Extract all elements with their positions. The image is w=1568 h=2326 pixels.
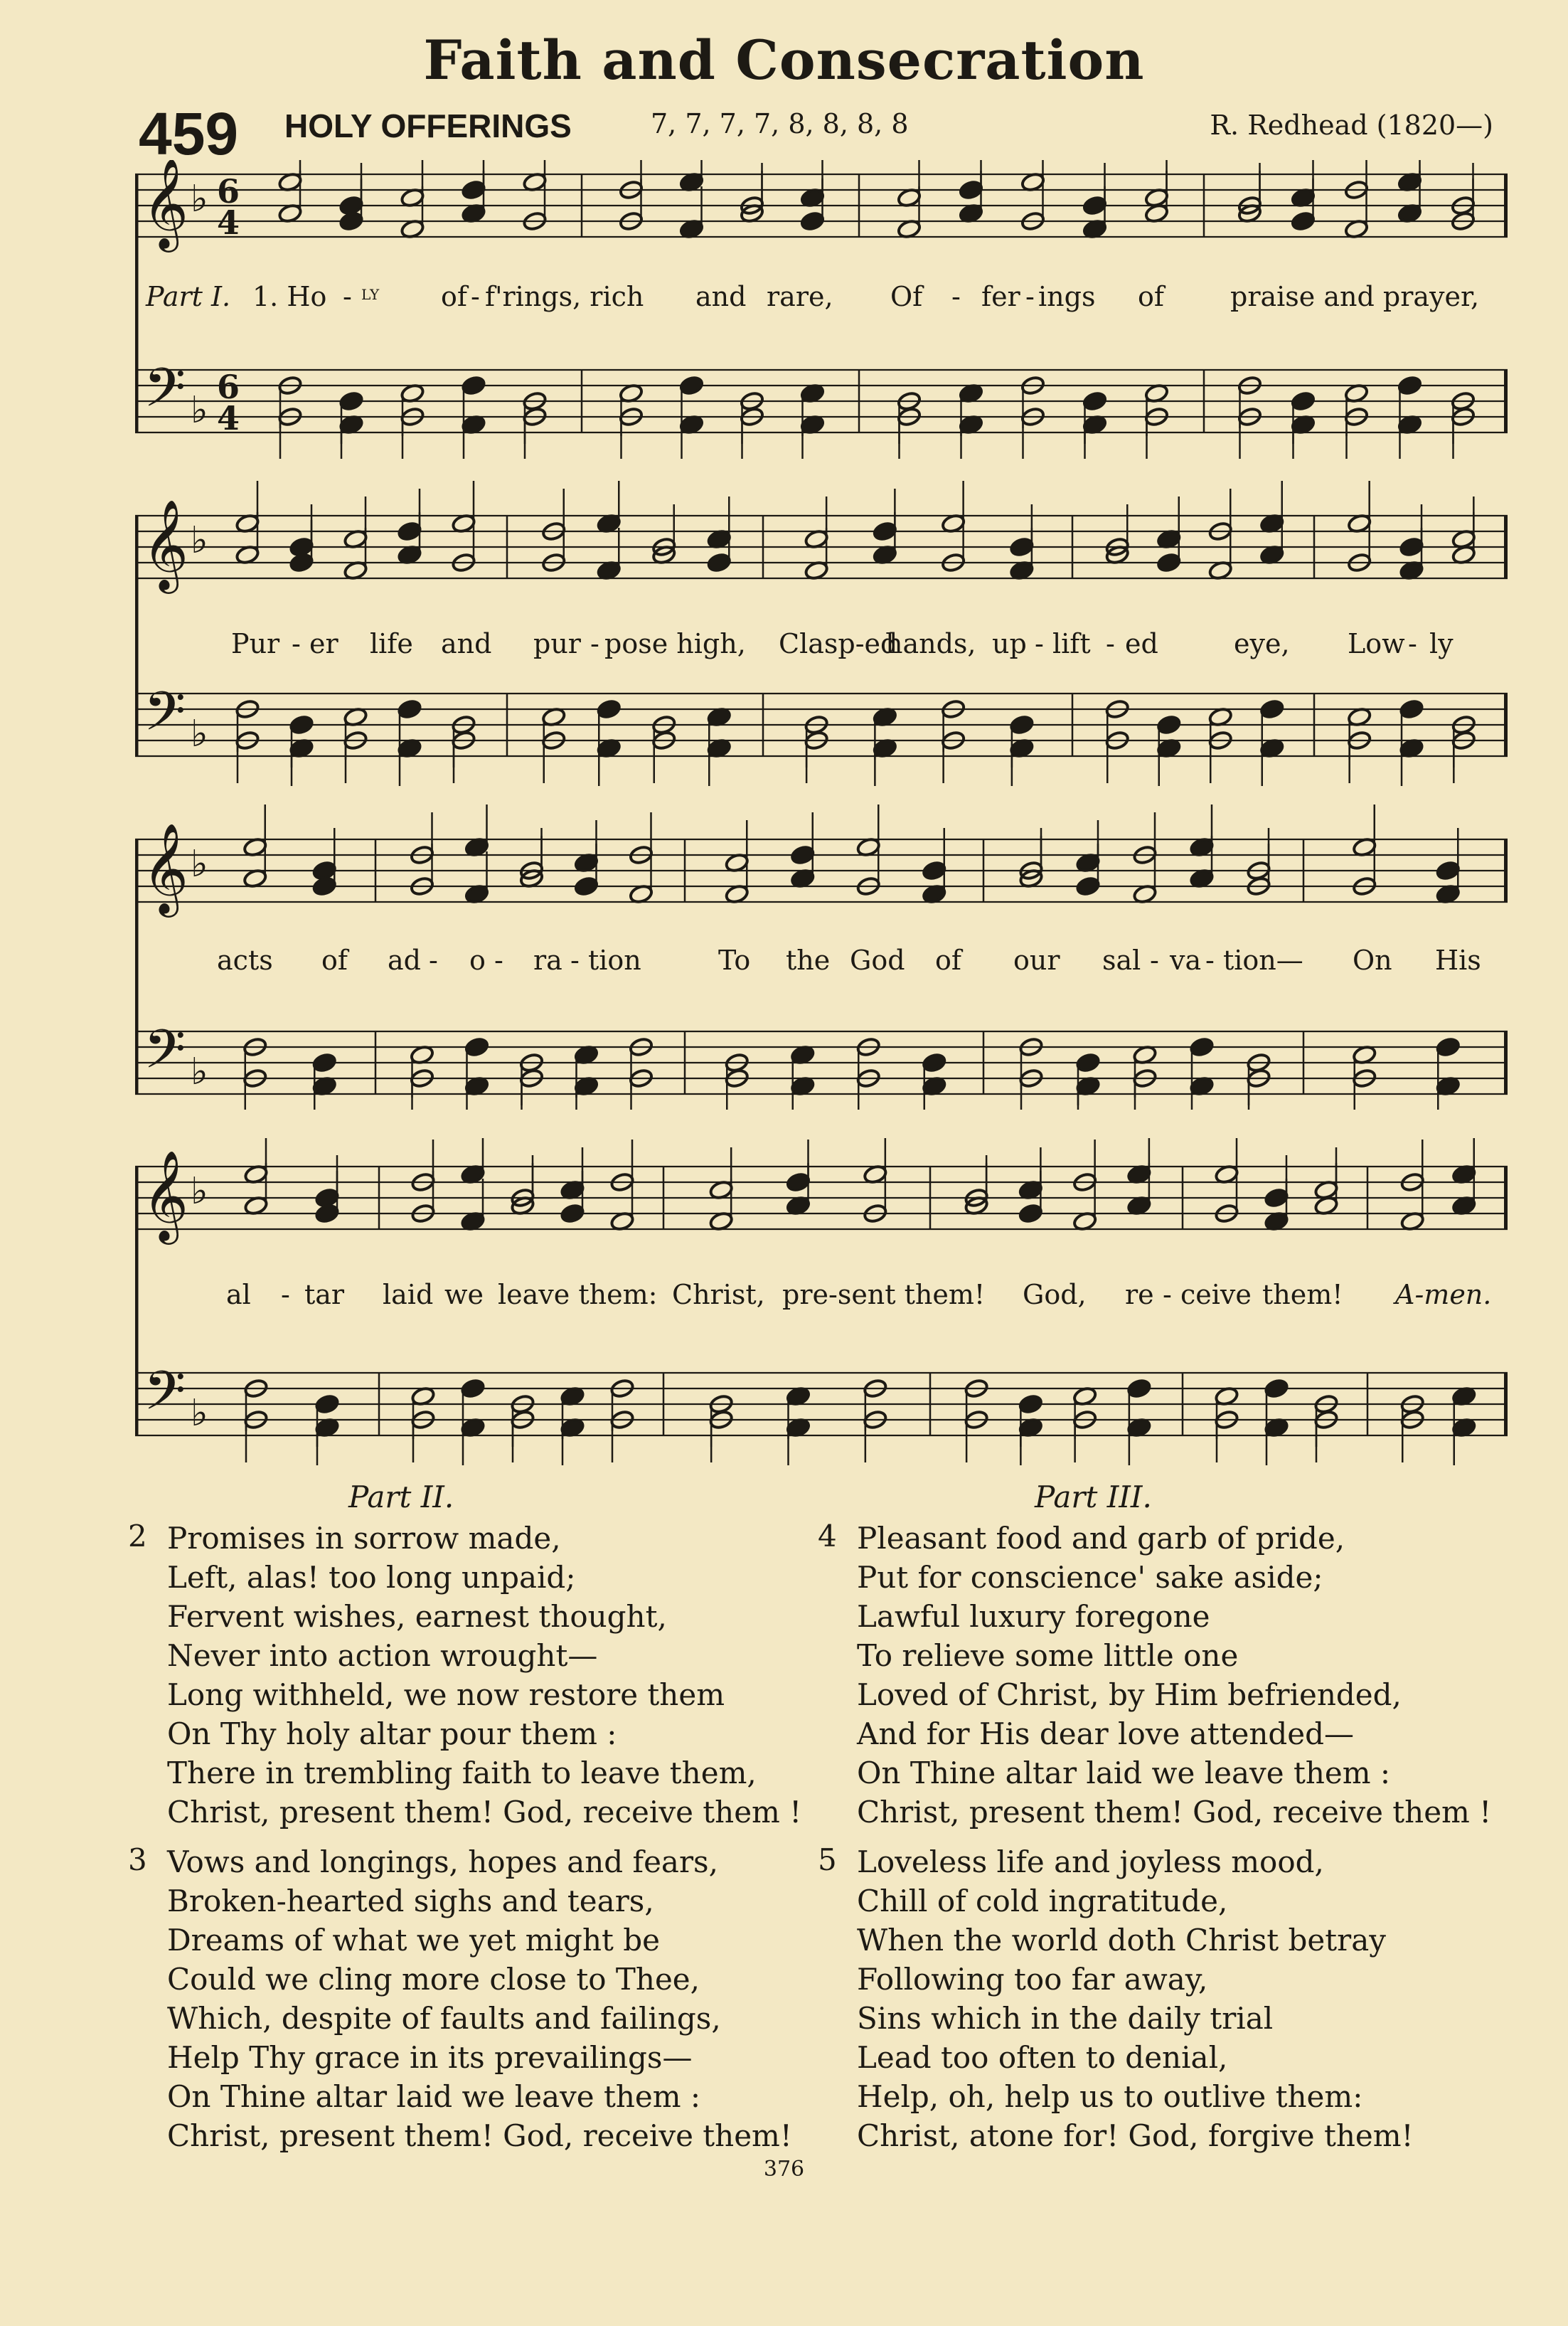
treble-clef-icon: 𝄞 [142, 499, 189, 590]
lyric-syllable: - [590, 628, 599, 659]
lyric-syllable: On [1353, 945, 1392, 976]
lyric-syllable: Low [1348, 628, 1405, 659]
lyric-syllable: - [471, 281, 480, 312]
notehead [1399, 699, 1424, 719]
notehead [289, 552, 314, 573]
notehead [312, 876, 337, 896]
flat-icon: ♭ [191, 843, 208, 886]
lyric-syllable: 1. Ho [252, 281, 327, 312]
lyric-syllable: re [1125, 1279, 1154, 1310]
part-marker: Part I. [146, 281, 231, 312]
notehead [1126, 1378, 1151, 1398]
verse-line: Sins which in the daily trial [857, 2001, 1274, 2036]
lyric-syllable: and [695, 281, 747, 312]
lyric-syllable: ed [1125, 628, 1158, 659]
bass-clef-icon: 𝄢 [144, 1018, 186, 1094]
lyric-syllable: er [309, 628, 338, 659]
verse-line: Lead too often to denial, [857, 2040, 1228, 2075]
verse-line: Which, despite of faults and failings, [167, 2001, 721, 2036]
flat-icon: ♭ [191, 519, 208, 562]
music-system-2 [135, 473, 1508, 786]
verse-line: Christ, atone for! God, forgive them! [857, 2118, 1414, 2153]
lyric-syllable: Clasp-ed [779, 628, 898, 659]
notehead [1156, 552, 1181, 573]
treble-clef-icon: 𝄞 [142, 1149, 189, 1241]
lyric-syllable: of [935, 945, 961, 976]
verse-line: Promises in sorrow made, [167, 1521, 561, 1556]
notehead [1156, 714, 1181, 735]
flat-icon: ♭ [191, 389, 208, 432]
verse-line: Help, oh, help us to outlive them: [857, 2079, 1363, 2114]
lyric-syllable: of [1138, 281, 1164, 312]
notehead [1009, 536, 1034, 557]
notehead [786, 1172, 811, 1192]
composer: R. Redhead (1820—) [1210, 110, 1493, 141]
music-system-4 [135, 1138, 1508, 1465]
verse-lines [167, 1842, 792, 2155]
notehead [1075, 876, 1100, 896]
time-signature: 4 [217, 399, 240, 437]
lyric-syllable: up [992, 628, 1027, 659]
verse-number: 5 [818, 1842, 837, 1877]
notehead [1075, 1052, 1100, 1073]
verse-line: Christ, present them! God, receive them! [167, 2118, 792, 2153]
verse-line: Chill of cold ingratitude, [857, 1884, 1228, 1918]
lyric-syllable: the [786, 945, 831, 976]
notehead [1291, 211, 1316, 231]
section-title: Faith and Consecration [423, 28, 1145, 92]
part-label-2: Part II. [348, 1480, 454, 1514]
lyric-syllable: - [429, 945, 438, 976]
lyric-syllable: - [343, 281, 352, 312]
lyric-syllable: tar [304, 1279, 345, 1310]
notehead [289, 714, 314, 735]
notehead [790, 844, 815, 865]
lyric-syllable: praise and prayer, [1230, 281, 1480, 312]
lyric-syllable: - [1035, 628, 1044, 659]
notehead [1082, 195, 1107, 216]
lyric-syllable: we [444, 1279, 484, 1310]
notehead [1436, 1036, 1461, 1057]
music-system-3 [135, 797, 1508, 1110]
lyric-syllable: ings [1038, 281, 1096, 312]
flat-icon: ♭ [191, 1170, 208, 1213]
notehead [1018, 1393, 1043, 1414]
lyric-line [135, 1279, 1508, 1322]
part-label-3: Part III. [1035, 1480, 1152, 1514]
notehead [1082, 391, 1107, 411]
verse-line: Fervent wishes, earnest thought, [167, 1599, 667, 1634]
time-signature: 4 [217, 203, 240, 242]
notehead [397, 521, 422, 541]
lyric-syllable: - [1408, 628, 1417, 659]
lyric-syllable: laid [383, 1279, 434, 1310]
lyric-syllable: Pur [231, 628, 280, 659]
lyric-syllable: Christ, [672, 1279, 765, 1310]
flat-icon: ♭ [191, 1051, 208, 1093]
verse-line: Vows and longings, hopes and fears, [167, 1844, 718, 1879]
tune-name: HOLY OFFERINGS [284, 107, 572, 144]
verse-line: Following too far away, [857, 1962, 1208, 1997]
notehead [959, 179, 983, 200]
lyric-line [135, 281, 1508, 324]
verse-line: To relieve some little one [857, 1638, 1239, 1673]
lyric-syllable: - [292, 628, 301, 659]
verse-line: Lawful luxury foregone [857, 1599, 1210, 1634]
lyric-syllable: o [469, 945, 486, 976]
notehead [1009, 714, 1034, 735]
notehead [922, 860, 946, 881]
lyric-syllable: lift [1052, 628, 1091, 659]
verse-line: Left, alas! too long unpaid; [167, 1560, 576, 1595]
lyric-syllable: life [370, 628, 413, 659]
time-signature: 6 [217, 368, 240, 406]
verse-line: On Thy holy altar pour them : [167, 1716, 617, 1751]
lyric-line [135, 945, 1508, 987]
notehead [873, 521, 897, 541]
notehead [574, 876, 599, 896]
hymn-number: 459 [139, 100, 239, 167]
lyric-syllable: of [321, 945, 348, 976]
verse-line: And for His dear love attended— [857, 1716, 1355, 1751]
verse-line: Loveless life and joyless mood, [857, 1844, 1324, 1879]
verse-line: On Thine altar laid we leave them : [167, 2079, 701, 2114]
verse-line: Never into action wrought— [167, 1638, 598, 1673]
notehead [679, 375, 704, 395]
lyric-syllable: To [718, 945, 751, 976]
flat-icon: ♭ [191, 178, 208, 221]
verse-number: 4 [818, 1519, 837, 1554]
verse-lines [167, 1519, 801, 1832]
verse-line: When the world doth Christ betray [857, 1923, 1386, 1958]
notehead [1291, 391, 1316, 411]
bass-clef-icon: 𝄢 [144, 680, 186, 756]
lyric-syllable: our [1013, 945, 1060, 976]
lyric-syllable: hands, [885, 628, 976, 659]
lyric-syllable: ly [361, 281, 380, 304]
lyric-syllable: - [951, 281, 961, 312]
notehead [397, 699, 422, 719]
notehead [1189, 1036, 1214, 1057]
notehead [1436, 860, 1461, 881]
lyric-syllable: God [850, 945, 905, 976]
verse-line: There in trembling faith to leave them, [167, 1756, 757, 1790]
notehead [560, 1203, 585, 1223]
lyric-syllable: eye, [1234, 628, 1290, 659]
lyric-syllable: God, [1023, 1279, 1087, 1310]
notehead [1264, 1187, 1289, 1208]
notehead [922, 1052, 946, 1073]
notehead [338, 211, 363, 231]
notehead [1259, 699, 1284, 719]
lyric-syllable: tion— [1223, 945, 1303, 976]
verse-number: 2 [128, 1519, 147, 1554]
notehead [707, 552, 732, 573]
music-system-1 [135, 160, 1508, 459]
verse-line: Dreams of what we yet might be [167, 1923, 660, 1958]
notehead [312, 1052, 337, 1073]
treble-clef-icon: 𝄞 [142, 822, 189, 913]
lyric-syllable: pur [533, 628, 581, 659]
notehead [461, 179, 486, 200]
notehead [1018, 1203, 1043, 1223]
lyric-syllable: - [1163, 1279, 1172, 1310]
lyric-syllable: f'rings, rich [485, 281, 644, 312]
bass-clef-icon: 𝄢 [144, 1359, 186, 1435]
notehead [800, 211, 825, 231]
lyric-syllable: A-men. [1395, 1279, 1492, 1310]
bass-clef-icon: 𝄢 [144, 356, 186, 432]
lyric-line [135, 628, 1508, 671]
verse-line: Broken-hearted sighs and tears, [167, 1884, 654, 1918]
lyric-syllable: pose high, [604, 628, 746, 659]
verses [128, 1519, 1515, 2159]
lyric-syllable: - [570, 945, 580, 976]
verse-line: Help Thy grace in its prevailings— [167, 2040, 693, 2075]
verse-line: Pleasant food and garb of pride, [857, 1521, 1345, 1556]
lyric-syllable: sal [1102, 945, 1141, 976]
notehead [314, 1203, 339, 1223]
lyric-syllable: acts [217, 945, 273, 976]
treble-clef-icon: 𝄞 [142, 160, 189, 248]
verse-line: Loved of Christ, by Him befriended, [857, 1677, 1402, 1712]
lyric-syllable: ad [388, 945, 421, 976]
lyric-syllable: rare, [767, 281, 833, 312]
notehead [597, 699, 622, 719]
lyric-syllable: - [281, 1279, 290, 1310]
lyric-syllable: them! [1262, 1279, 1343, 1310]
verse-number: 3 [128, 1842, 147, 1877]
flat-icon: ♭ [191, 1392, 208, 1435]
verse-line: Christ, present them! God, receive them ! [857, 1795, 1492, 1830]
time-signature: 6 [217, 172, 240, 211]
lyric-syllable: fer [981, 281, 1020, 312]
lyric-syllable: Of [890, 281, 923, 312]
verse-line: Put for conscience' sake aside; [857, 1560, 1323, 1595]
lyric-syllable: - [494, 945, 503, 976]
lyric-syllable: - [1150, 945, 1159, 976]
notehead [338, 391, 363, 411]
lyric-syllable: - [1205, 945, 1215, 976]
lyric-syllable: al [226, 1279, 251, 1310]
notehead [1399, 536, 1424, 557]
notehead [460, 1378, 485, 1398]
lyric-syllable: pre-sent them! [782, 1279, 986, 1310]
verse-line: Christ, present them! God, receive them ! [167, 1795, 802, 1830]
verse-lines [857, 1519, 1491, 1832]
lyric-syllable: ra [533, 945, 562, 976]
lyric-syllable: - [1025, 281, 1035, 312]
lyric-syllable: leave them: [498, 1279, 658, 1310]
page-number: 376 [763, 2157, 805, 2182]
verse-lines [857, 1842, 1414, 2155]
notehead [461, 375, 486, 395]
lyric-syllable: va [1170, 945, 1202, 976]
meter: 7, 7, 7, 7, 8, 8, 8, 8 [651, 108, 909, 139]
flat-icon: ♭ [191, 713, 208, 755]
notehead [1264, 1378, 1289, 1398]
verse-line: Long withheld, we now restore them [167, 1677, 725, 1712]
lyric-syllable: His [1435, 945, 1481, 976]
lyric-syllable: tion [588, 945, 641, 976]
verse-line: Could we cling more close to Thee, [167, 1962, 700, 1997]
lyric-syllable: and [441, 628, 492, 659]
lyric-syllable: of [441, 281, 467, 312]
lyric-syllable: ceive [1180, 1279, 1252, 1310]
lyric-syllable: - [1106, 628, 1115, 659]
notehead [314, 1393, 339, 1414]
notehead [1397, 375, 1422, 395]
lyric-syllable: ly [1429, 628, 1454, 659]
notehead [464, 1036, 489, 1057]
verse-line: On Thine altar laid we leave them : [857, 1756, 1391, 1790]
